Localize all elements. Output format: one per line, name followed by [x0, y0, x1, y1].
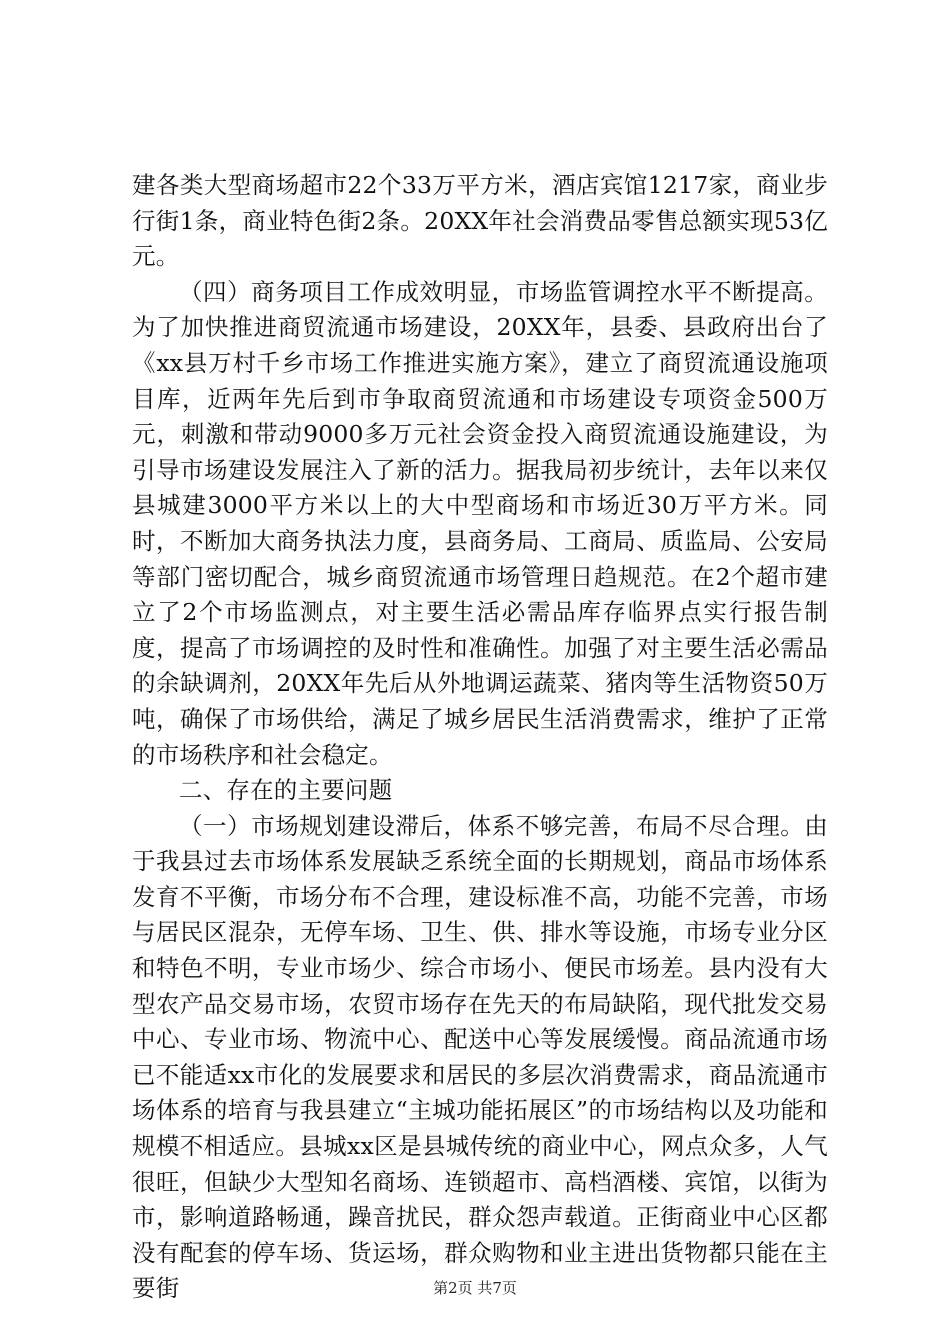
page-footer: 第2页 共7页 [433, 1279, 517, 1297]
paragraph-problem-one: （一）市场规划建设滞后，体系不够完善，布局不尽合理。由于我县过去市场体系发展缺乏系统全面的长期规划，商品市场体系发育不平衡，市场分布不合理，建设标准不高，功能不完善，市场与居民区混杂，无停车场、卫生、供、排水等设施，市场专业分区和特色不明，专业市场少、综合市场小、便民市场差。县内没有大型农产品交易市场，农贸市场存在先天的布局缺陷，现代批发交易中心、专业市场、物流中心、配送中心等发展缓慢。商品流通市场已不能适xx市化的发展要求和居民的多层次消费需求，商品流通市场体系的培育与我县建立“主城功能拓展区”的市场结构以及功能和规模不相适应。县城xx区是县城传统的商业中心，网点众多，人气很旺，但缺少大型知名商场、连锁超市、高档酒楼、宾馆，以街为市，影响道路畅通，躁音扰民，群众怨声载道。正街商业中心区都没有配套的停车场、货运场，群众购物和业主进出货物都只能在主要街 [132, 811, 828, 1303]
paragraph-continued: 建各类大型商场超市22个33万平方米，酒店宾馆1217家，商业步行街1条，商业特色街2条。20XX年社会消费品零售总额实现53亿元。 [132, 171, 828, 271]
document-body [132, 168, 828, 1307]
section-heading-main-problems: 二、存在的主要问题 [179, 776, 393, 805]
paragraph-section-four: （四）商务项目工作成效明显，市场监管调控水平不断提高。为了加快推进商贸流通市场建设，20XX年，县委、县政府出台了《xx县万村千乡市场工作推进实施方案》，建立了商贸流通设施项目库，近两年先后到市争取商贸流通和市场建设专项资金500万元，刺激和带动9000多万元社会资金投入商贸流通设施建设，为引导市场建设发展注入了新的活力。据我局初步统计，去年以来仅县城建3000平方米以上的大中型商场和市场近30万平方米。同时，不断加大商务执法力度，县商务局、工商局、质监局、公安局等部门密切配合，城乡商贸流通市场管理日趋规范。在2个超市建立了2个市场监测点，对主要生活必需品库存临界点实行报告制度，提高了市场调控的及时性和准确性。加强了对主要生活必需品的余缺调剂，20XX年先后从外地调运蔬菜、猪肉等生活物资50万吨，确保了市场供给，满足了城乡居民生活消费需求，维护了正常的市场秩序和社会稳定。 [132, 277, 828, 769]
